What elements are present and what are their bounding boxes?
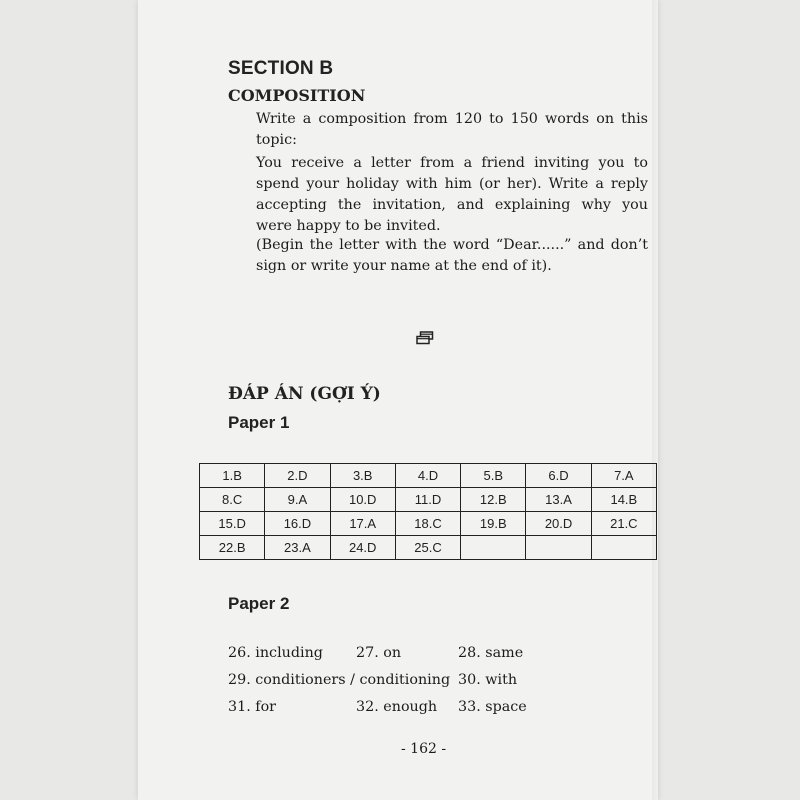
answer-cell: 2.D <box>265 464 330 488</box>
answer-cell: 12.B <box>461 488 526 512</box>
paper2-answer: 26. including <box>228 645 323 661</box>
page-edge-shadow <box>652 0 660 800</box>
paper1-title: Paper 1 <box>228 413 290 432</box>
answer-cell: 8.C <box>200 488 265 512</box>
paper2-answer: 33. space <box>458 699 527 715</box>
paper2-answer: 29. conditioners / conditioning <box>228 672 451 688</box>
topic-paragraph: You receive a letter from a friend inviting you to spend your holiday with him (or her). Write a reply accepting the invitation, and explaining why you were happy to be invited. <box>256 155 648 234</box>
answer-cell <box>461 536 526 560</box>
answer-cell <box>526 536 591 560</box>
section-title: SECTION B <box>228 58 334 79</box>
answer-cell: 4.D <box>395 464 460 488</box>
answer-cell <box>591 536 656 560</box>
paper2-title: Paper 2 <box>228 594 290 613</box>
paper2-answer: 27. on <box>356 645 402 661</box>
answer-row <box>200 488 657 512</box>
answer-cell: 17.A <box>330 512 395 536</box>
answer-cell: 1.B <box>200 464 265 488</box>
answer-cell: 9.A <box>265 488 330 512</box>
window-stack-icon <box>416 331 434 345</box>
composition-title: COMPOSITION <box>228 86 366 105</box>
answer-cell: 3.B <box>330 464 395 488</box>
paper2-answer: 28. same <box>458 645 524 661</box>
answer-cell: 14.B <box>591 488 656 512</box>
answer-cell: 22.B <box>200 536 265 560</box>
note-paragraph: (Begin the letter with the word “Dear......” and don’t sign or write your name at the end of it). <box>256 237 648 274</box>
answer-cell: 19.B <box>461 512 526 536</box>
paper2-answer: 30. with <box>458 672 518 688</box>
answer-cell: 5.B <box>461 464 526 488</box>
answer-cell: 15.D <box>200 512 265 536</box>
answer-cell: 25.C <box>395 536 460 560</box>
answer-cell: 21.C <box>591 512 656 536</box>
page-number: - 162 - <box>401 741 447 757</box>
answer-cell: 10.D <box>330 488 395 512</box>
answer-table <box>199 463 657 560</box>
answer-cell: 6.D <box>526 464 591 488</box>
answer-cell: 13.A <box>526 488 591 512</box>
answers-heading: ĐÁP ÁN (GỢI Ý) <box>228 384 381 404</box>
answer-cell: 16.D <box>265 512 330 536</box>
paper2-answer: 32. enough <box>356 699 438 715</box>
paper2-answer: 31. for <box>228 699 277 715</box>
answer-row <box>200 512 657 536</box>
answer-cell: 11.D <box>395 488 460 512</box>
instruction-paragraph: Write a composition from 120 to 150 words on this topic: <box>256 111 648 148</box>
answer-cell: 24.D <box>330 536 395 560</box>
answer-cell: 20.D <box>526 512 591 536</box>
answer-cell: 18.C <box>395 512 460 536</box>
answer-row <box>200 536 657 560</box>
answer-cell: 23.A <box>265 536 330 560</box>
answer-cell: 7.A <box>591 464 656 488</box>
answer-row <box>200 464 657 488</box>
